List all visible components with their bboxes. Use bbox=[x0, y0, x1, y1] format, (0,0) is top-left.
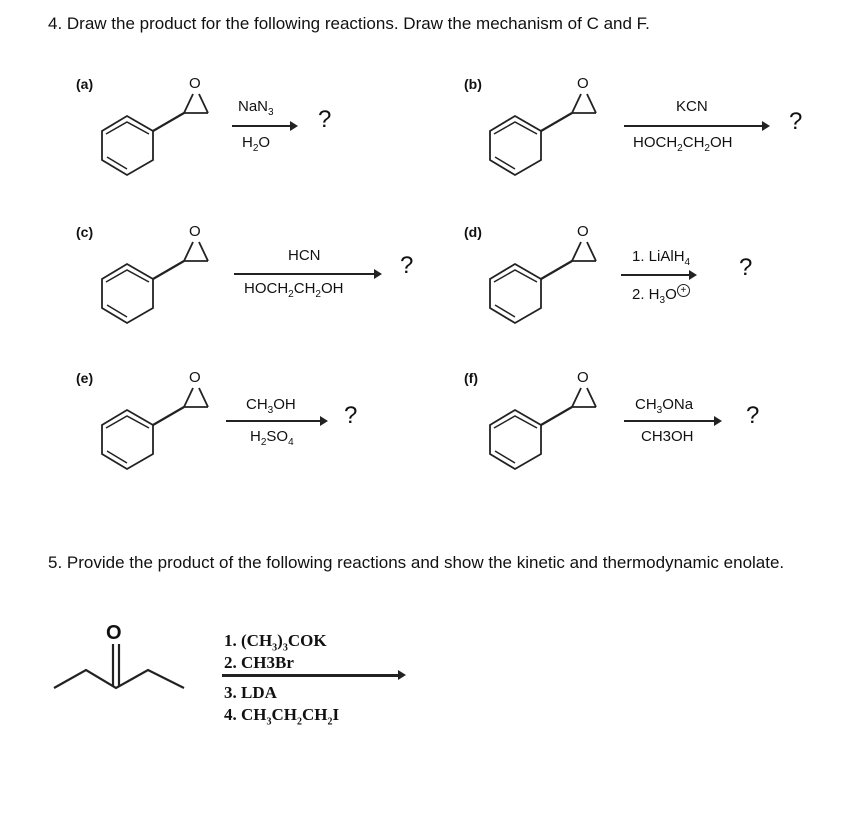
reaction-arrow bbox=[234, 273, 376, 275]
product-placeholder: ? bbox=[318, 106, 332, 133]
multistep-arrow bbox=[222, 674, 400, 677]
oxygen-label: O bbox=[189, 223, 201, 240]
styrene-oxide-structure bbox=[76, 370, 226, 470]
reagent-top: KCN bbox=[676, 98, 708, 115]
step-4: 4. $CH_3CH_2CH_2I$ bbox=[224, 705, 340, 728]
reaction-label: (c) bbox=[76, 224, 94, 240]
reaction-b bbox=[464, 75, 803, 206]
product-placeholder: ? bbox=[746, 402, 760, 429]
reaction-label: (a) bbox=[76, 76, 94, 92]
reagent-top: $CH_3ONa$ bbox=[635, 396, 694, 416]
product-placeholder: ? bbox=[400, 252, 414, 279]
oxygen-label: O bbox=[189, 369, 201, 386]
question-4-text: 4. Draw the product for the following reactions. Draw the mechanism of C and F. bbox=[48, 14, 650, 33]
reagent-top: $CH_3OH$ bbox=[246, 396, 296, 416]
reaction-f bbox=[464, 370, 794, 500]
oxygen-label: O bbox=[577, 369, 589, 386]
reaction-a bbox=[76, 76, 406, 206]
plus-charge-icon: + bbox=[677, 284, 690, 297]
reagent-bottom: $H_2O$ bbox=[242, 134, 271, 154]
reaction-label: (f) bbox=[464, 370, 478, 386]
reaction-d bbox=[464, 224, 794, 354]
step-2: 2. CH3Br bbox=[224, 653, 294, 672]
reagent-bottom: $HOCH_2CH_2OH$ bbox=[633, 134, 733, 154]
styrene-oxide-structure bbox=[464, 370, 614, 470]
reaction-label: (e) bbox=[76, 370, 94, 386]
reaction-arrow bbox=[621, 274, 691, 276]
reagent-bottom: $HOCH_2CH_2OH$ bbox=[244, 280, 344, 300]
styrene-oxide-structure bbox=[464, 224, 614, 324]
product-placeholder: ? bbox=[344, 402, 358, 429]
reaction-c bbox=[76, 223, 414, 354]
reaction-label: (d) bbox=[464, 224, 482, 240]
reaction-arrow bbox=[624, 125, 764, 127]
reagent-top: HCN bbox=[288, 247, 321, 264]
oxygen-label: O bbox=[577, 75, 589, 92]
styrene-oxide-structure bbox=[76, 76, 226, 176]
reaction-label: (b) bbox=[464, 76, 482, 92]
reagent-top: NaN$_3$ bbox=[238, 98, 274, 118]
reagent-bottom: 2. $H_3O$ + bbox=[632, 284, 690, 306]
reaction-arrow bbox=[624, 420, 716, 422]
oxygen-label: O bbox=[189, 75, 201, 92]
reagent-bottom: CH3OH bbox=[641, 428, 694, 445]
ketone-oxygen-label: O bbox=[106, 622, 122, 644]
styrene-oxide-structure bbox=[464, 76, 614, 176]
question-5-text: 5. Provide the product of the following reactions and show the kinetic and thermodynamic enolate. bbox=[48, 553, 785, 572]
product-placeholder: ? bbox=[739, 254, 753, 281]
reaction-arrow bbox=[226, 420, 322, 422]
styrene-oxide-structure bbox=[76, 224, 226, 324]
reagent-bottom: $H_2SO_4$ bbox=[250, 428, 294, 448]
oxygen-label: O bbox=[577, 223, 589, 240]
step-3: 3. LDA bbox=[224, 683, 277, 702]
reaction-e bbox=[76, 370, 406, 500]
reaction-arrow bbox=[232, 125, 292, 127]
product-placeholder: ? bbox=[789, 108, 803, 135]
step-1: 1. $(CH_3)_3COK$ bbox=[224, 631, 327, 654]
reagent-top: 1. LiAlH$_4$ bbox=[632, 248, 691, 268]
